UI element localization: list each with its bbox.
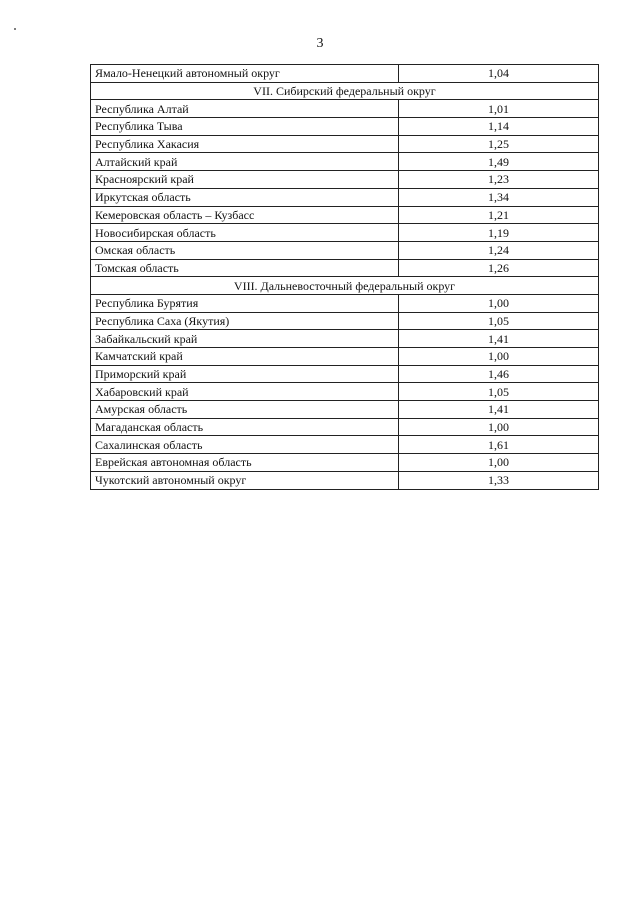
table-row [91,348,599,366]
region-name: Республика Тыва [91,118,399,136]
coefficient-value: 1,01 [399,100,599,118]
table-row [91,454,599,472]
coefficient-value: 1,49 [399,153,599,171]
region-name: Амурская область [91,401,399,419]
region-name: Чукотский автономный округ [91,471,399,489]
region-name: Забайкальский край [91,330,399,348]
table-row [91,100,599,118]
region-name: Красноярский край [91,171,399,189]
section-title: VIII. Дальневосточный федеральный округ [91,277,599,295]
coefficient-value: 1,61 [399,436,599,454]
region-name: Иркутская область [91,188,399,206]
table-row [91,259,599,277]
coefficient-value: 1,25 [399,135,599,153]
coefficient-value: 1,05 [399,383,599,401]
coefficient-value: 1,21 [399,206,599,224]
coefficient-table [90,64,599,490]
table-row [91,330,599,348]
region-name: Сахалинская область [91,436,399,454]
table-row [91,418,599,436]
section-header-row [91,277,599,295]
table-row [91,294,599,312]
region-name: Новосибирская область [91,224,399,242]
table-row [91,153,599,171]
coefficient-value: 1,23 [399,171,599,189]
coefficient-value: 1,00 [399,418,599,436]
table-row [91,135,599,153]
table-row [91,118,599,136]
table-row [91,65,599,83]
region-name: Алтайский край [91,153,399,171]
region-name: Еврейская автономная область [91,454,399,472]
coefficient-value: 1,19 [399,224,599,242]
region-name: Республика Саха (Якутия) [91,312,399,330]
section-title: VII. Сибирский федеральный округ [91,82,599,100]
table-row [91,365,599,383]
coefficient-value: 1,14 [399,118,599,136]
coefficient-value: 1,26 [399,259,599,277]
coefficient-value: 1,24 [399,241,599,259]
table-row [91,401,599,419]
page-number: 3 [316,36,324,51]
table-row [91,224,599,242]
table-row [91,188,599,206]
region-name: Ямало-Ненецкий автономный округ [91,65,399,83]
region-name: Приморский край [91,365,399,383]
coefficient-value: 1,46 [399,365,599,383]
table-row [91,383,599,401]
region-name: Республика Алтай [91,100,399,118]
table-body [91,65,599,490]
table-row [91,436,599,454]
section-header-row [91,82,599,100]
table-row [91,171,599,189]
table-row [91,471,599,489]
coefficient-value: 1,33 [399,471,599,489]
table-row [91,312,599,330]
coefficient-value: 1,41 [399,401,599,419]
coefficient-value: 1,04 [399,65,599,83]
coefficient-value: 1,00 [399,454,599,472]
region-name: Кемеровская область – Кузбасс [91,206,399,224]
region-name: Республика Бурятия [91,294,399,312]
region-name: Республика Хакасия [91,135,399,153]
region-name: Магаданская область [91,418,399,436]
coefficient-value: 1,41 [399,330,599,348]
coefficient-value: 1,34 [399,188,599,206]
region-name: Камчатский край [91,348,399,366]
scan-speck [14,28,16,30]
region-name: Хабаровский край [91,383,399,401]
coefficient-value: 1,05 [399,312,599,330]
region-name: Омская область [91,241,399,259]
coefficient-value: 1,00 [399,294,599,312]
table-row [91,206,599,224]
region-name: Томская область [91,259,399,277]
coefficient-value: 1,00 [399,348,599,366]
table-row [91,241,599,259]
